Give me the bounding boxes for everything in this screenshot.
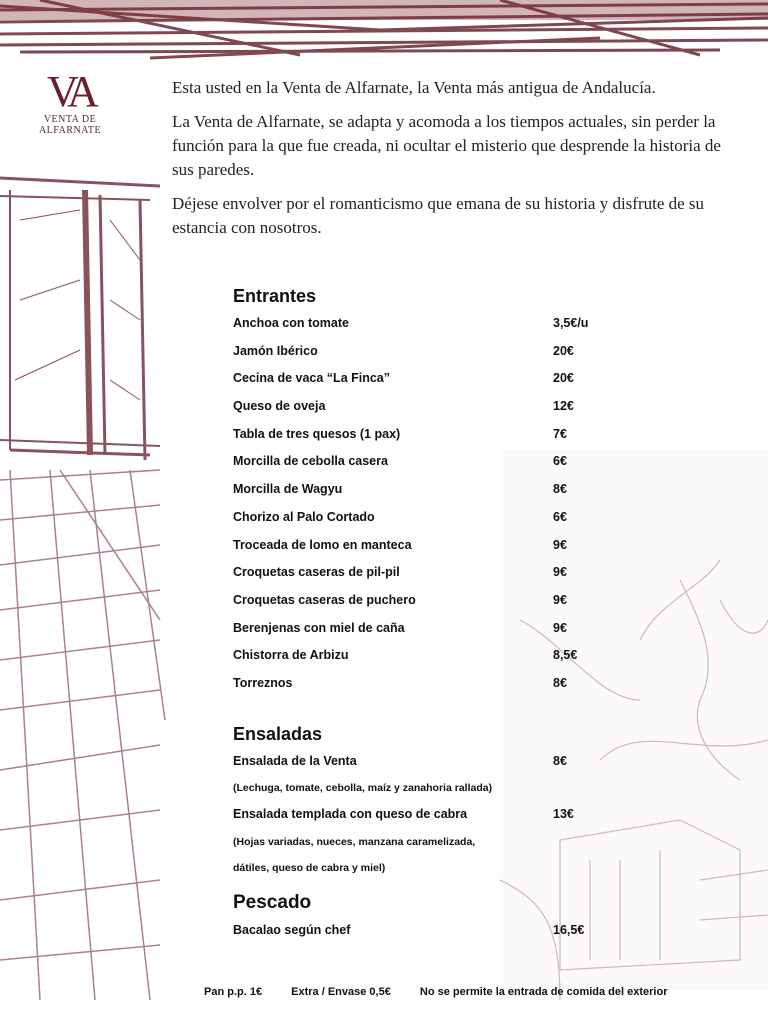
pescado-list: [233, 917, 653, 945]
item-price: 16,5€: [553, 923, 585, 937]
item-description: dátiles, queso de cabra y miel): [233, 862, 386, 874]
menu-item: [233, 642, 653, 670]
menu-item: [233, 338, 653, 366]
logo-line-1: VENTA DE: [43, 114, 97, 125]
section-title-pescado: Pescado: [233, 892, 312, 913]
item-description: (Lechuga, tomate, cebolla, maíz y zanahoria rallada): [233, 782, 493, 795]
item-price: 3,5€/u: [553, 316, 589, 330]
item-name: Anchoa con tomate: [233, 316, 349, 330]
menu-item: [233, 421, 653, 449]
menu-item: [233, 476, 653, 504]
menu-item: [233, 917, 653, 945]
item-name: Ensalada de la Venta: [233, 753, 357, 768]
menu-item: [233, 615, 653, 643]
item-description: (Hojas variadas, nueces, manzana caramelizada,: [233, 836, 476, 848]
item-price: 20€: [553, 371, 574, 386]
item-price: 8€: [553, 753, 567, 768]
section-title-ensaladas: Ensaladas: [233, 723, 323, 744]
item-name: Jamón Ibérico: [233, 343, 318, 358]
logo-line-2: ALFARNATE: [38, 125, 102, 136]
item-price: 12€: [553, 399, 574, 414]
item-name: Bacalao según chef: [233, 923, 351, 937]
item-price: 20€: [553, 343, 574, 358]
entrantes-list: [233, 310, 653, 698]
menu-item: [233, 504, 653, 532]
menu-item: [233, 801, 653, 829]
footer-notice: No se permite la entrada de comida del exterior: [419, 986, 668, 998]
item-price: 6€: [553, 509, 567, 524]
menu-item: [233, 748, 653, 776]
item-name: Morcilla de Wagyu: [233, 482, 343, 497]
item-price: 8€: [553, 482, 567, 497]
intro-text: [172, 76, 744, 250]
item-name: Ensalada templada con queso de cabra: [233, 807, 468, 822]
item-name: Chistorra de Arbizu: [233, 648, 349, 663]
intro-paragraph-1: Esta usted en la Venta de Alfarnate, la Venta más antigua de Andalucía.: [172, 78, 656, 97]
item-name: Croquetas caseras de puchero: [233, 592, 416, 607]
item-name: Queso de oveja: [233, 399, 326, 414]
menu-item: [233, 365, 653, 393]
section-title-entrantes: Entrantes: [233, 286, 317, 306]
footer: [204, 986, 667, 998]
item-price: 9€: [553, 592, 567, 607]
item-price: 9€: [553, 620, 567, 635]
item-price: 6€: [553, 454, 567, 469]
footer-extra: Extra / Envase 0,5€: [291, 986, 391, 998]
intro-paragraph-3: Déjese envolver por el romanticismo que emana de su historia y disfrute de su estancia con nosotros.: [172, 194, 705, 237]
menu-item: [233, 532, 653, 560]
menu-item: [233, 670, 653, 698]
item-price: 9€: [553, 537, 567, 552]
item-price: 8,5€: [553, 648, 578, 663]
item-price: 13€: [553, 807, 574, 822]
item-name: Troceada de lomo en manteca: [233, 537, 412, 552]
intro-paragraph-2: La Venta de Alfarnate, se adapta y acomoda a los tiempos actuales, sin perder la función para la que fue creada, ni ocultar el misterio que desprende la historia de sus paredes.: [172, 112, 721, 179]
menu-item: [233, 448, 653, 476]
item-name: Torreznos: [233, 675, 293, 690]
menu-item: [233, 587, 653, 615]
menu-item: [233, 310, 653, 338]
ensaladas-list: [233, 748, 653, 881]
item-name: Chorizo al Palo Cortado: [233, 509, 375, 524]
item-price: 7€: [553, 426, 567, 441]
item-name: Cecina de vaca “La Finca”: [233, 371, 391, 386]
menu-item: [233, 393, 653, 421]
item-name: Tabla de tres quesos (1 pax): [233, 426, 401, 441]
item-price: 9€: [553, 565, 567, 580]
item-name: Berenjenas con miel de caña: [233, 620, 405, 635]
logo-mark: VA: [47, 67, 93, 116]
menu: [233, 282, 653, 945]
menu-item: [233, 559, 653, 587]
item-name: Croquetas caseras de pil-pil: [233, 565, 400, 580]
logo: [20, 67, 120, 136]
footer-bread: Pan p.p. 1€: [204, 986, 263, 998]
item-price: 8€: [553, 675, 567, 690]
item-name: Morcilla de cebolla casera: [233, 454, 388, 469]
